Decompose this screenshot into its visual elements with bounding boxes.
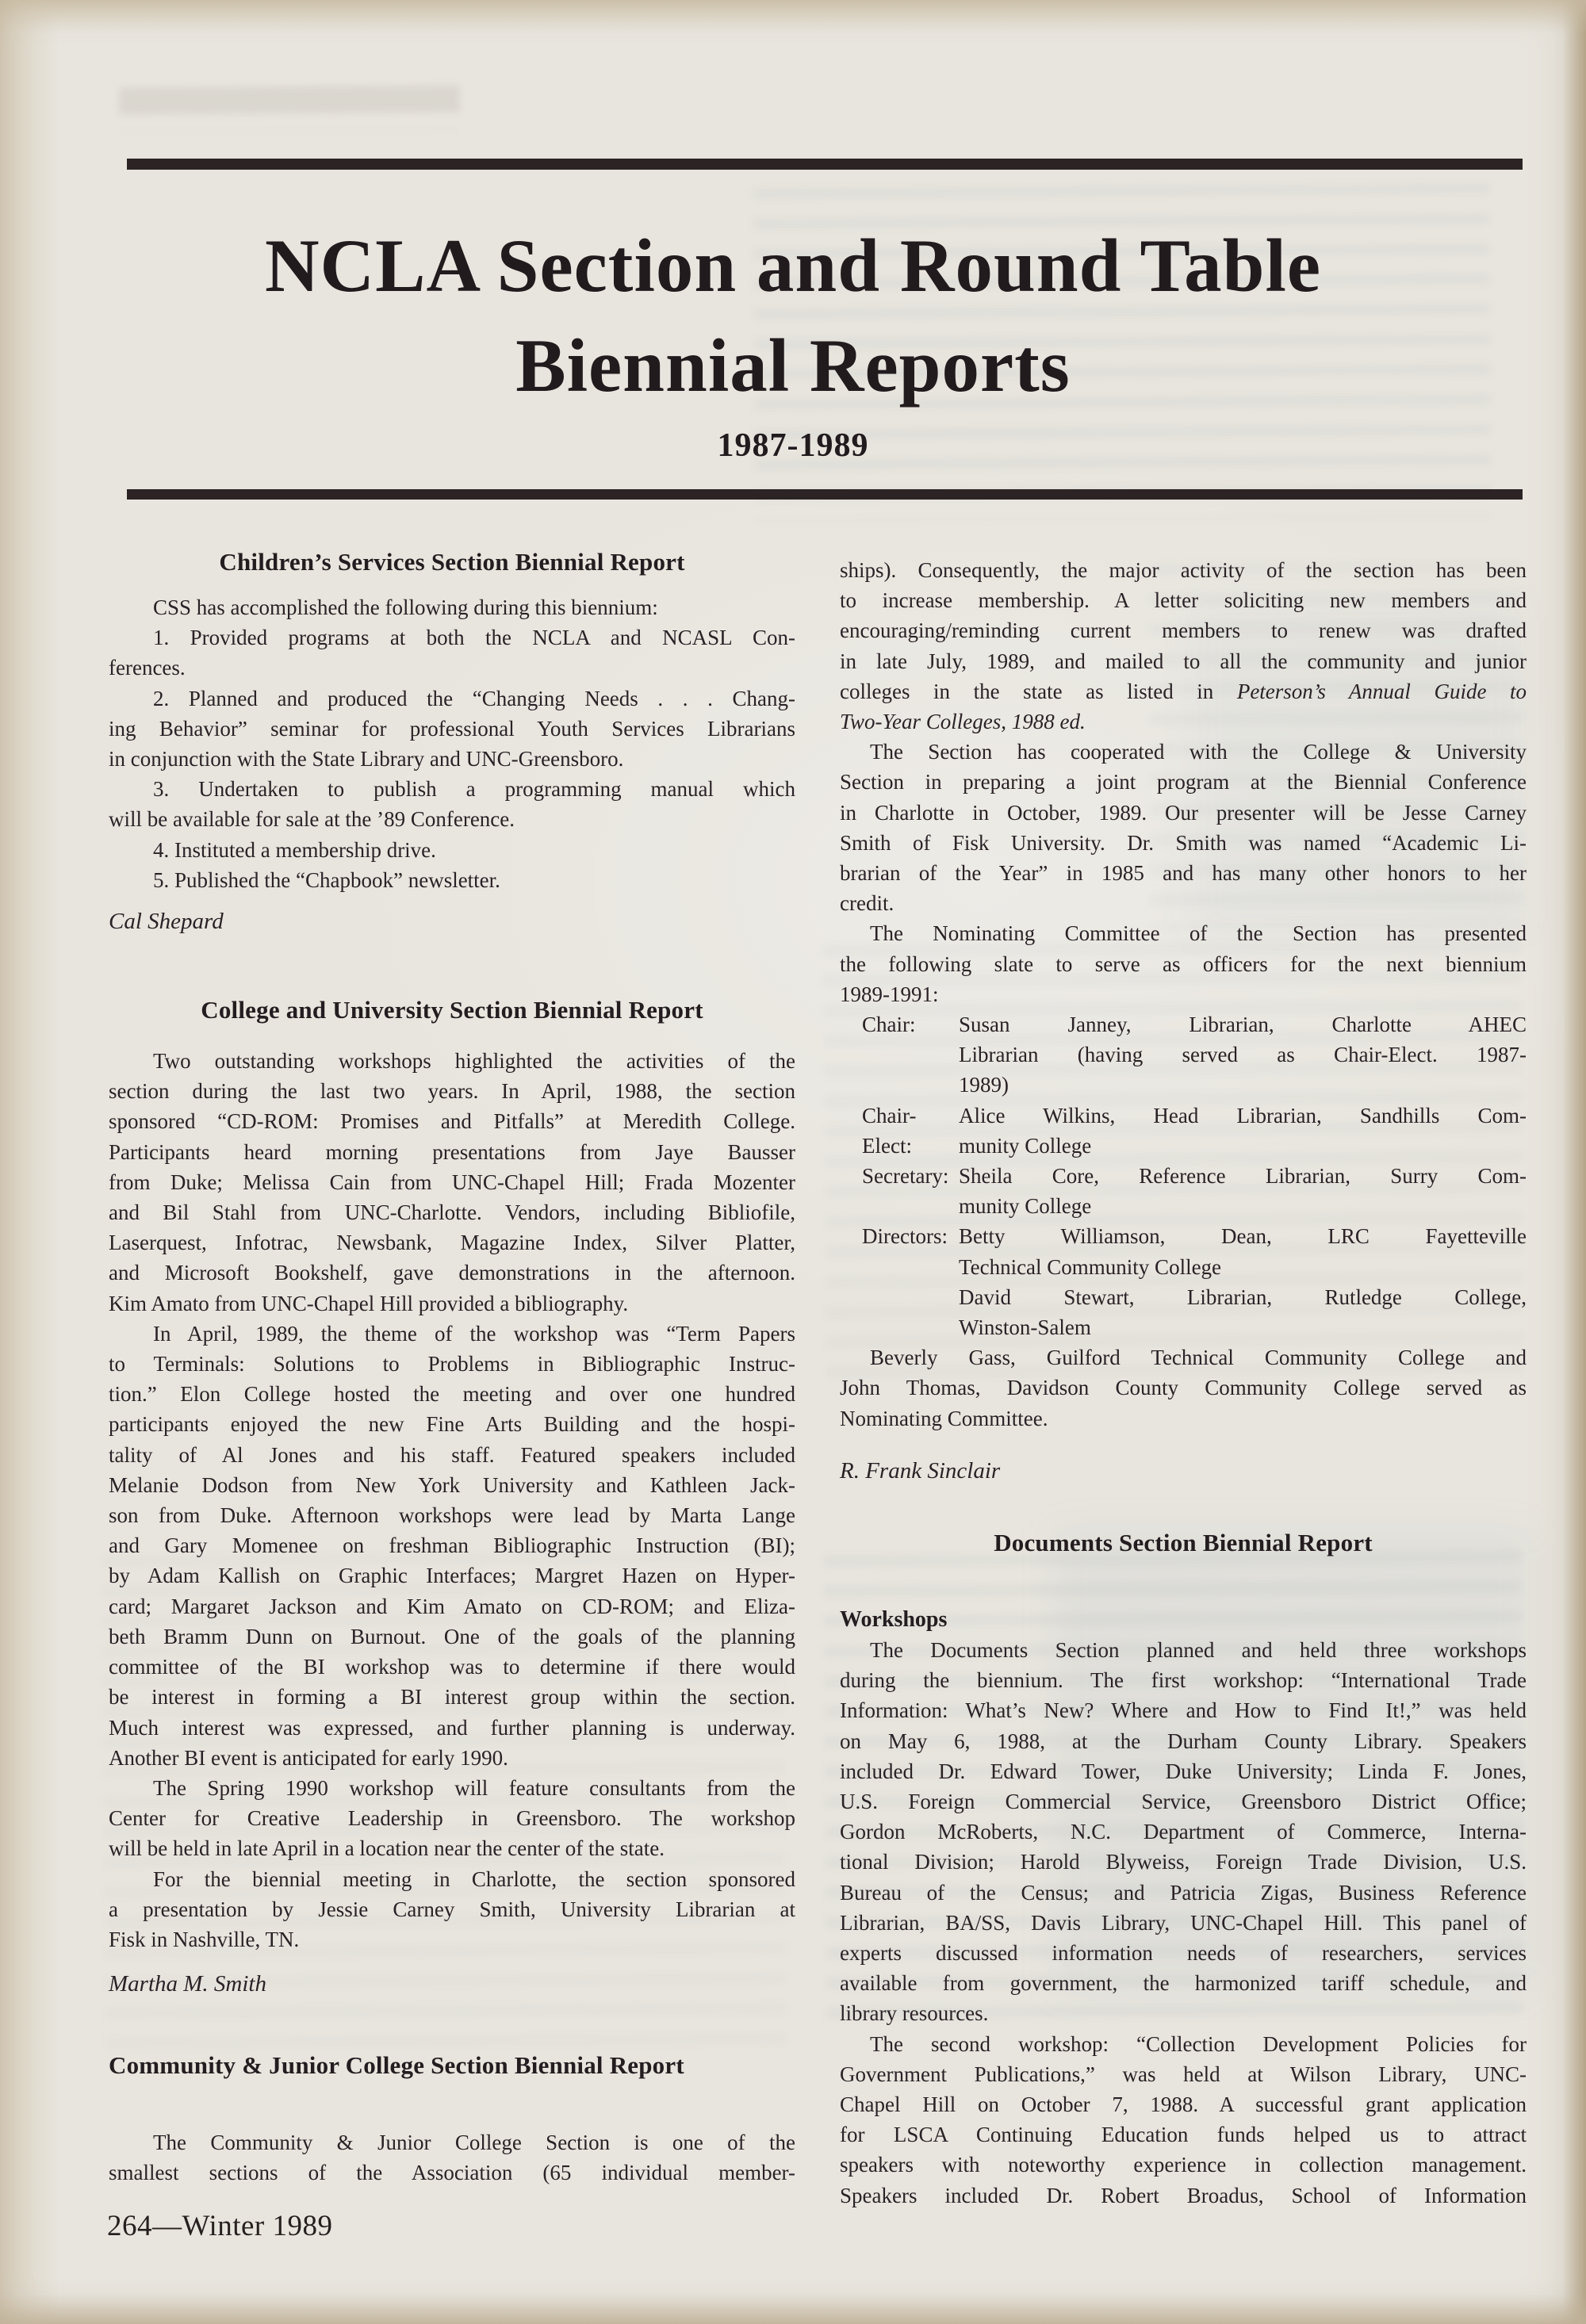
text-line: U.S. Foreign Commercial Service, Greensboro District Office; (840, 1789, 1527, 1813)
text-line: For the biennial meeting in Charlotte, the section sponsored (153, 1866, 795, 1891)
text-line: Another BI event is anticipated for early 1990. (109, 1745, 508, 1770)
text-line: Government Publications,” was held at Wilson Library, UNC- (840, 2062, 1527, 2086)
text-line: a presentation by Jessie Carney Smith, University Librarian at (109, 1897, 795, 1921)
text-line: Melanie Dodson from New York University and Kathleen Jack- (109, 1472, 795, 1497)
paragraph (109, 1046, 795, 1319)
text-line: during the biennium. The first workshop: “International Trade (840, 1668, 1527, 1693)
officer-role-label: Chair-Elect: (862, 1103, 917, 1158)
text-line: from Duke; Melissa Cain from UNC-Chapel Hill; Frada Mozenter (109, 1170, 795, 1194)
text-line: sponsored “CD-ROM: Promises and Pitfalls” at Meredith College. (109, 1109, 795, 1134)
text-line: 2. Planned and produced the “Changing Needs . . . Chang- (153, 686, 795, 710)
left-column (109, 547, 795, 2188)
text-line: participants enjoyed the new Fine Arts Building and the hospi- (109, 1412, 795, 1437)
text-line: and Gary Momenee on freshman Bibliographic Instruction (BI); (109, 1533, 795, 1558)
text-line: The Spring 1990 workshop will feature consultants from the (153, 1775, 795, 1800)
text-line: Alice Wilkins, Head Librarian, Sandhills Com- (959, 1103, 1527, 1128)
text-line: Librarian, BA/SS, Davis Library, UNC-Chapel Hill. This panel of (840, 1910, 1527, 1935)
text-line: Laserquest, Infotrac, Newsbank, Magazine Index, Silver Platter, (109, 1231, 795, 1255)
text-line: will be available for sale at the ’89 Conference. (109, 807, 515, 832)
text-line: munity College (959, 1194, 1092, 1219)
paragraph (109, 1319, 795, 1773)
text-line: Winston-Salem (959, 1315, 1091, 1340)
text-line: The Section has cooperated with the College & University (870, 740, 1527, 764)
text-line: Technical Community College (959, 1254, 1222, 1279)
header-bottom-rule (127, 489, 1523, 500)
paragraph (840, 1635, 1527, 2029)
text-line: The Documents Section planned and held three workshops (870, 1637, 1527, 1662)
officer-values (959, 1221, 1527, 1342)
text-line: speakers with noteworthy experience in collection management. (840, 2153, 1527, 2177)
text-line: The Nominating Committee of the Section has presented (870, 921, 1527, 946)
text-line: library resources. (840, 2001, 989, 2026)
section-heading: Children’s Services Section Biennial Report (219, 548, 685, 576)
officer-row (840, 1009, 1527, 1101)
text-line: smallest sections of the Association (65 individual member- (109, 2161, 795, 2185)
paragraph (109, 2127, 795, 2188)
header-top-rule (127, 159, 1523, 170)
section-heading: Documents Section Biennial Report (994, 1528, 1373, 1556)
text-line: be interest in forming a BI interest group within the section. (109, 1685, 795, 1709)
text-line: 5. Published the “Chapbook” newsletter. (153, 867, 500, 892)
officer-row (840, 1221, 1527, 1342)
text-line: CSS has accomplished the following during this biennium: (153, 595, 658, 619)
text-line: son from Duke. Afternoon workshops were lead by Marta Lange (109, 1503, 795, 1528)
text-line: available from government, the harmonized tariff schedule, and (840, 1971, 1527, 1996)
text-line: by Adam Kallish on Graphic Interfaces; Margret Hazen on Hyper- (109, 1564, 795, 1588)
officer-values (959, 1009, 1527, 1101)
text-line: David Stewart, Librarian, Rutledge College, (959, 1285, 1527, 1309)
text-line: colleges in the state as listed in Peterson’s Annual Guide to (840, 679, 1527, 703)
text-line: encouraging/reminding current members to renew was drafted (840, 618, 1527, 643)
text-line: The Community & Junior College Section is one of the (153, 2131, 795, 2155)
text-line: on May 6, 1988, at the Durham County Library. Speakers (840, 1729, 1527, 1753)
paragraph (109, 1773, 795, 1864)
text-line: Center for Creative Leadership in Greensboro. The workshop (109, 1806, 795, 1831)
text-line: for LSCA Continuing Education funds helped us to attract (840, 2123, 1527, 2147)
text-line: ferences. (109, 656, 186, 680)
text-line: the following slate to serve as officers for the next biennium (840, 951, 1527, 976)
text-line: Sheila Core, Reference Librarian, Surry Com- (959, 1164, 1527, 1189)
text-line: in late July, 1989, and mailed to all the community and junior (840, 649, 1527, 673)
text-line: Gordon McRoberts, N.C. Department of Commerce, Interna- (840, 1820, 1527, 1844)
section-heading: College and University Section Biennial Report (201, 996, 703, 1024)
text-line: brarian of the Year” in 1985 and has many other honors to her (840, 861, 1527, 886)
report-years: 1987-1989 (717, 427, 869, 464)
page-title (95, 216, 1491, 415)
officer-row (840, 1161, 1527, 1221)
text-line: committee of the BI workshop was to determine if there would (109, 1655, 795, 1679)
text-line: in conjunction with the State Library and UNC-Greensboro. (109, 747, 624, 771)
paragraph (840, 918, 1527, 1009)
text-line: credit. (840, 891, 895, 916)
officer-role-label: Chair: (862, 1013, 916, 1037)
paragraph (840, 2029, 1527, 2211)
officer-row (840, 1101, 1527, 1161)
text-line: ships). Consequently, the major activity of the section has been (840, 558, 1527, 582)
text-line: Fisk in Nashville, TN. (109, 1927, 300, 1951)
text-line: 4. Instituted a membership drive. (153, 837, 436, 862)
paragraph (840, 555, 1527, 737)
officer-values (959, 1161, 1527, 1221)
text-line: section during the last two years. In April, 1988, the section (109, 1079, 795, 1104)
text-line: Participants heard morning presentations from Jaye Bausser (109, 1139, 795, 1164)
paragraph (109, 622, 795, 683)
text-line: ing Behavior” seminar for professional Youth Services Librarians (109, 716, 795, 741)
paragraph (109, 1864, 795, 1955)
text-line: in Charlotte in October, 1989. Our presenter will be Jesse Carney (840, 800, 1527, 825)
text-line: will be held in late April in a location near the center of the state. (109, 1836, 665, 1861)
text-line: Beverly Gass, Guilford Technical Community College and (870, 1346, 1527, 1370)
text-line: included Dr. Edward Tower, Duke University; Linda F. Jones, (840, 1759, 1527, 1783)
text-line: Speakers included Dr. Robert Broadus, School of Information (840, 2183, 1527, 2207)
paragraph (109, 683, 795, 775)
officer-slate (840, 1009, 1527, 1342)
text-line: to Terminals: Solutions to Problems in Bibliographic Instruc- (109, 1352, 795, 1376)
paragraph (840, 1342, 1527, 1434)
officer-values (959, 1101, 1527, 1161)
signature: Martha M. Smith (109, 1971, 266, 1997)
text-line: In April, 1989, the theme of the workshop was “Term Papers (153, 1321, 795, 1346)
text-line: 1989) (959, 1073, 1009, 1097)
text-line: and Bil Stahl from UNC-Charlotte. Vendors, including Bibliofile, (109, 1200, 795, 1225)
text-line: beth Bramm Dunn on Burnout. One of the goals of the planning (109, 1624, 795, 1648)
paragraph (840, 737, 1527, 918)
text-line: 3. Undertaken to publish a programming manual which (153, 777, 795, 802)
text-line: Much interest was expressed, and further planning is underway. (109, 1715, 795, 1740)
text-line: Two outstanding workshops highlighted the activities of the (153, 1049, 795, 1074)
text-line: The second workshop: “Collection Development Policies for (870, 2031, 1527, 2056)
paragraph (109, 865, 795, 895)
text-line: Librarian (having served as Chair-Elect. 1987- (959, 1043, 1527, 1067)
text-line: Chapel Hill on October 7, 1988. A successful grant application (840, 2092, 1527, 2116)
signature: Cal Shepard (109, 909, 224, 935)
paragraph (109, 592, 795, 622)
officer-role-label: Secretary: (862, 1164, 949, 1189)
right-column (840, 547, 1527, 2211)
text-line: Two-Year Colleges, 1988 ed. (840, 710, 1086, 734)
text-line: card; Margaret Jackson and Kim Amato on CD-ROM; and Eliza- (109, 1594, 795, 1618)
text-line: Kim Amato from UNC-Chapel Hill provided a bibliography. (109, 1291, 629, 1315)
text-line: Susan Janney, Librarian, Charlotte AHEC (959, 1013, 1527, 1037)
text-line: John Thomas, Davidson County Community College served as (840, 1376, 1527, 1400)
text-line: tion.” Elon College hosted the meeting and over one hundred (109, 1382, 795, 1407)
text-line: to increase membership. A letter soliciting new members and (840, 588, 1527, 613)
text-line: Information: What’s New? Where and How to Find It!,” was held (840, 1698, 1527, 1723)
signature: R. Frank Sinclair (840, 1457, 1001, 1484)
text-line: Smith of Fisk University. Dr. Smith was named “Academic Li- (840, 830, 1527, 855)
page-footer: 264—Winter 1989 (107, 2210, 333, 2242)
text-line: Nominating Committee. (840, 1406, 1048, 1430)
officer-role-label: Directors: (862, 1224, 948, 1249)
text-line: tality of Al Jones and his staff. Featured speakers included (109, 1442, 795, 1467)
text-line: Bureau of the Census; and Patricia Zigas, Business Reference (840, 1880, 1527, 1905)
paragraph (109, 835, 795, 865)
text-line: and Microsoft Bookshelf, gave demonstrations in the afternoon. (109, 1261, 795, 1285)
text-line: tional Division; Harold Blyweiss, Foreign Trade Division, U.S. (840, 1850, 1527, 1874)
page-title-line2: Biennial Reports (515, 324, 1071, 408)
text-line: Section in preparing a joint program at the Biennial Conference (840, 770, 1527, 794)
text-line: 1. Provided programs at both the NCLA and NCASL Con- (153, 626, 795, 650)
text-line: experts discussed information needs of researchers, services (840, 1940, 1527, 1965)
text-line: 1989-1991: (840, 982, 939, 1006)
page-title-line1: NCLA Section and Round Table (264, 224, 1322, 308)
section-heading: Community & Junior College Section Biennial Report (109, 2051, 684, 2080)
subsection-heading: Workshops (840, 1606, 948, 1632)
text-line: munity College (959, 1133, 1092, 1158)
paragraph (109, 774, 795, 834)
text-line: Betty Williamson, Dean, LRC Fayetteville (959, 1224, 1527, 1249)
